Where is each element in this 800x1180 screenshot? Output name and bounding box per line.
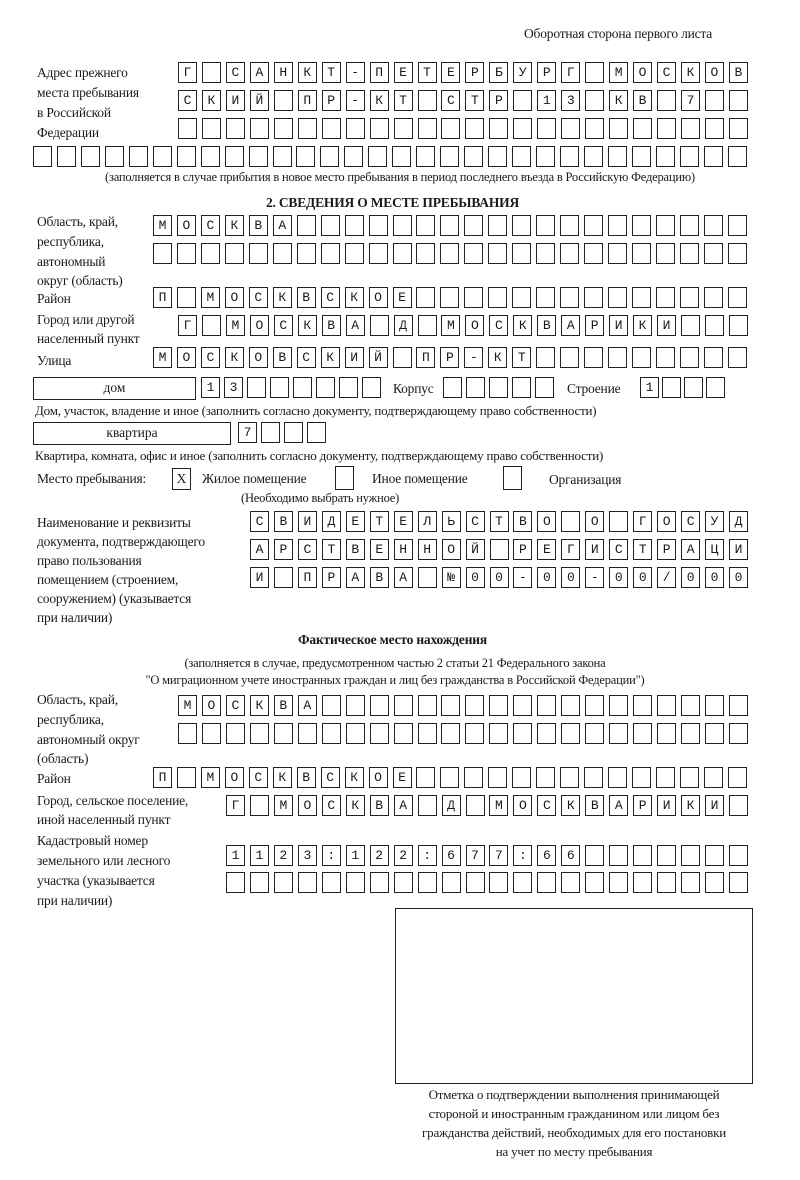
page-side-label: Оборотная сторона первого листа bbox=[524, 26, 713, 41]
letter-cell[interactable] bbox=[633, 118, 652, 139]
previous-address-label-3: в Российской bbox=[37, 105, 111, 120]
letter-cell[interactable] bbox=[362, 377, 381, 398]
city-label-1: Город или другой bbox=[37, 312, 135, 327]
letter-cell[interactable] bbox=[369, 215, 388, 236]
letter-cell[interactable] bbox=[440, 767, 459, 788]
letter-cell[interactable] bbox=[728, 215, 747, 236]
letter-cell[interactable] bbox=[322, 723, 341, 744]
letter-cell[interactable] bbox=[585, 723, 604, 744]
stay-option-residential-checkbox[interactable]: X bbox=[172, 468, 191, 490]
region-label-3: автономный bbox=[37, 254, 106, 269]
letter-cell[interactable] bbox=[153, 243, 172, 264]
row-text: Г МОСКВА Д МОСКВАРИКИ bbox=[183, 318, 687, 333]
letter-cell[interactable] bbox=[633, 845, 652, 866]
letter-cell[interactable] bbox=[177, 146, 196, 167]
letter-cell[interactable] bbox=[728, 347, 747, 368]
letter-cell[interactable] bbox=[346, 723, 365, 744]
letter-cell[interactable] bbox=[657, 845, 676, 866]
letter-cell[interactable] bbox=[466, 377, 485, 398]
letter-cell[interactable] bbox=[729, 723, 748, 744]
letter-cell[interactable] bbox=[656, 287, 675, 308]
letter-cell[interactable] bbox=[274, 872, 293, 893]
letter-cell[interactable] bbox=[561, 723, 580, 744]
stay-note: (Необходимо выбрать нужное) bbox=[241, 491, 400, 505]
letter-cell[interactable] bbox=[322, 118, 341, 139]
letter-cell[interactable] bbox=[394, 695, 413, 716]
document-label-5: сооружением) (указывается bbox=[37, 591, 192, 606]
letter-cell[interactable] bbox=[705, 695, 724, 716]
letter-cell[interactable] bbox=[250, 118, 269, 139]
letter-cell[interactable] bbox=[488, 215, 507, 236]
letter-cell[interactable] bbox=[105, 146, 124, 167]
letter-cell[interactable] bbox=[418, 118, 437, 139]
letter-cell[interactable] bbox=[609, 845, 628, 866]
letter-cell[interactable] bbox=[293, 377, 312, 398]
letter-cell[interactable] bbox=[33, 146, 52, 167]
letter-cell[interactable] bbox=[560, 767, 579, 788]
letter-cell[interactable] bbox=[513, 118, 532, 139]
letter-cell[interactable] bbox=[298, 872, 317, 893]
confirmation-caption-1: Отметка о подтверждении выполнения принимающей bbox=[428, 1087, 720, 1102]
letter-cell[interactable] bbox=[608, 215, 627, 236]
letter-cell[interactable] bbox=[632, 767, 651, 788]
letter-cell[interactable] bbox=[512, 243, 531, 264]
row-text: П МОСКВСКОЕ bbox=[158, 290, 423, 305]
cadastral-label-2: земельного или лесного bbox=[37, 853, 171, 868]
letter-cell[interactable] bbox=[442, 872, 461, 893]
letter-cell[interactable] bbox=[512, 287, 531, 308]
letter-cell[interactable] bbox=[632, 347, 651, 368]
letter-cell[interactable] bbox=[370, 723, 389, 744]
letter-cell[interactable] bbox=[512, 767, 531, 788]
letter-cell[interactable] bbox=[705, 872, 724, 893]
letter-cell[interactable] bbox=[249, 146, 268, 167]
letter-cell[interactable] bbox=[728, 767, 747, 788]
letter-cell[interactable] bbox=[345, 243, 364, 264]
letter-cell[interactable] bbox=[57, 146, 76, 167]
letter-cell[interactable] bbox=[513, 872, 532, 893]
document-label-2: документа, подтверждающего bbox=[37, 534, 205, 549]
letter-cell[interactable] bbox=[392, 146, 411, 167]
letter-cell[interactable] bbox=[632, 215, 651, 236]
letter-cell[interactable] bbox=[296, 146, 315, 167]
letter-cell[interactable] bbox=[608, 146, 627, 167]
letter-cell[interactable] bbox=[656, 347, 675, 368]
letter-cell[interactable] bbox=[370, 695, 389, 716]
row-text: 13 bbox=[206, 380, 253, 395]
letter-cell[interactable] bbox=[370, 118, 389, 139]
letter-cell[interactable] bbox=[609, 723, 628, 744]
letter-cell[interactable] bbox=[537, 872, 556, 893]
previous-address-label-1: Адрес прежнего bbox=[37, 65, 128, 80]
actual-location-title: Фактическое место нахождения bbox=[298, 632, 487, 647]
letter-cell[interactable] bbox=[488, 287, 507, 308]
letter-cell[interactable] bbox=[657, 872, 676, 893]
letter-cell[interactable] bbox=[464, 243, 483, 264]
apartment-note: Квартира, комната, офис и иное (заполнить согласно документу, подтверждающему право собственности) bbox=[35, 448, 604, 463]
letter-cell[interactable] bbox=[512, 146, 531, 167]
letter-cell[interactable] bbox=[225, 243, 244, 264]
letter-cell[interactable] bbox=[177, 243, 196, 264]
letter-cell[interactable] bbox=[681, 872, 700, 893]
letter-cell[interactable] bbox=[464, 287, 483, 308]
letter-cell[interactable] bbox=[705, 723, 724, 744]
letter-cell[interactable] bbox=[632, 243, 651, 264]
letter-cell[interactable] bbox=[464, 215, 483, 236]
letter-cell[interactable] bbox=[535, 377, 554, 398]
letter-cell[interactable] bbox=[680, 146, 699, 167]
letter-cell[interactable] bbox=[684, 377, 703, 398]
letter-cell[interactable] bbox=[609, 695, 628, 716]
letter-cell[interactable] bbox=[680, 767, 699, 788]
letter-cell[interactable] bbox=[608, 287, 627, 308]
letter-cell[interactable] bbox=[704, 146, 723, 167]
letter-cell[interactable] bbox=[394, 723, 413, 744]
letter-cell[interactable] bbox=[537, 118, 556, 139]
letter-cell[interactable] bbox=[297, 243, 316, 264]
letter-cell[interactable] bbox=[202, 118, 221, 139]
letter-cell[interactable] bbox=[704, 767, 723, 788]
house-type-field[interactable]: дом bbox=[33, 377, 196, 400]
document-label-4: помещением (строением, bbox=[37, 572, 179, 587]
letter-cell[interactable] bbox=[584, 287, 603, 308]
city-label-2: населенный пункт bbox=[37, 331, 140, 346]
row-text: МОСКВА bbox=[158, 218, 303, 233]
cadastral-label-3: участка (указывается bbox=[37, 873, 155, 888]
letter-cell[interactable] bbox=[201, 146, 220, 167]
confirmation-caption-4: на учет по месту пребывания bbox=[495, 1144, 653, 1159]
actual-city-label-2: иной населенный пункт bbox=[37, 812, 171, 827]
letter-cell[interactable] bbox=[728, 146, 747, 167]
letter-cell[interactable] bbox=[632, 287, 651, 308]
row-text: 7 bbox=[243, 425, 267, 440]
letter-cell[interactable] bbox=[416, 215, 435, 236]
building-label: Строение bbox=[567, 381, 621, 396]
house-note: Дом, участок, владение и иное (заполнить согласно документу, подтверждающему право собственности) bbox=[35, 403, 597, 418]
letter-cell[interactable] bbox=[418, 695, 437, 716]
letter-cell[interactable] bbox=[608, 767, 627, 788]
row-text: МОСКВА bbox=[183, 698, 328, 713]
letter-cell[interactable] bbox=[560, 243, 579, 264]
letter-cell[interactable] bbox=[729, 695, 748, 716]
letter-cell[interactable] bbox=[440, 215, 459, 236]
letter-cell[interactable] bbox=[585, 872, 604, 893]
letter-cell[interactable] bbox=[608, 243, 627, 264]
row-text: П МОСКВСКОЕ bbox=[158, 770, 423, 785]
document-label-3: право пользования bbox=[37, 553, 142, 568]
letter-cell[interactable] bbox=[274, 723, 293, 744]
region-label-4: округ (область) bbox=[37, 273, 123, 288]
letter-cell[interactable] bbox=[441, 118, 460, 139]
previous-address-label-4: Федерации bbox=[37, 125, 99, 140]
letter-cell[interactable] bbox=[585, 695, 604, 716]
letter-cell[interactable] bbox=[346, 118, 365, 139]
letter-cell[interactable] bbox=[464, 146, 483, 167]
letter-cell[interactable] bbox=[81, 146, 100, 167]
letter-cell[interactable] bbox=[705, 118, 724, 139]
letter-cell[interactable] bbox=[633, 872, 652, 893]
actual-region-label-4: (область) bbox=[37, 751, 89, 766]
letter-cell[interactable] bbox=[344, 146, 363, 167]
letter-cell[interactable] bbox=[465, 118, 484, 139]
letter-cell[interactable] bbox=[609, 118, 628, 139]
letter-cell[interactable] bbox=[584, 215, 603, 236]
letter-cell[interactable] bbox=[656, 215, 675, 236]
letter-cell[interactable] bbox=[488, 243, 507, 264]
cadastral-label-4: при наличии) bbox=[37, 893, 113, 908]
letter-cell[interactable] bbox=[560, 146, 579, 167]
letter-cell[interactable] bbox=[368, 146, 387, 167]
letter-cell[interactable] bbox=[393, 243, 412, 264]
letter-cell[interactable] bbox=[704, 243, 723, 264]
letter-cell[interactable] bbox=[704, 347, 723, 368]
confirmation-caption-2: стороной и иностранным гражданином или лицом без bbox=[428, 1106, 720, 1121]
section2-title: 2. СВЕДЕНИЯ О МЕСТЕ ПРЕБЫВАНИЯ bbox=[265, 195, 520, 210]
letter-cell[interactable] bbox=[729, 90, 748, 111]
letter-cell[interactable] bbox=[321, 215, 340, 236]
stay-option-residential-label: Жилое помещение bbox=[202, 471, 307, 486]
letter-cell[interactable] bbox=[249, 243, 268, 264]
letter-cell[interactable] bbox=[561, 872, 580, 893]
letter-cell[interactable] bbox=[466, 872, 485, 893]
row-text: Г МОСКВА Д МОСКВАРИКИ bbox=[231, 798, 735, 813]
letter-cell[interactable] bbox=[705, 315, 724, 336]
letter-cell[interactable] bbox=[345, 215, 364, 236]
letter-cell[interactable] bbox=[129, 146, 148, 167]
letter-cell[interactable] bbox=[250, 723, 269, 744]
letter-cell[interactable] bbox=[178, 118, 197, 139]
letter-cell[interactable] bbox=[729, 872, 748, 893]
row-text: АРСТВЕННОЙ РЕГИСТРАЦИ bbox=[255, 542, 759, 557]
letter-cell[interactable] bbox=[346, 695, 365, 716]
letter-cell[interactable] bbox=[729, 118, 748, 139]
letter-cell[interactable] bbox=[633, 723, 652, 744]
region-label-1: Область, край, bbox=[37, 214, 118, 229]
letter-cell[interactable] bbox=[560, 215, 579, 236]
letter-cell[interactable] bbox=[681, 845, 700, 866]
letter-cell[interactable] bbox=[464, 767, 483, 788]
letter-cell[interactable] bbox=[273, 146, 292, 167]
letter-cell[interactable] bbox=[394, 118, 413, 139]
letter-cell[interactable] bbox=[728, 243, 747, 264]
document-label-1: Наименование и реквизиты bbox=[37, 515, 191, 530]
letter-cell[interactable] bbox=[608, 347, 627, 368]
letter-cell[interactable] bbox=[681, 695, 700, 716]
letter-cell[interactable] bbox=[321, 243, 340, 264]
letter-cell[interactable] bbox=[632, 146, 651, 167]
letter-cell[interactable] bbox=[657, 118, 676, 139]
letter-cell[interactable] bbox=[488, 146, 507, 167]
stay-option-other-label: Иное помещение bbox=[372, 471, 468, 486]
letter-cell[interactable] bbox=[489, 695, 508, 716]
letter-cell[interactable] bbox=[584, 243, 603, 264]
stay-option-organization-label: Организация bbox=[549, 472, 622, 487]
letter-cell[interactable] bbox=[536, 215, 555, 236]
actual-region-label-1: Область, край, bbox=[37, 692, 118, 707]
letter-cell[interactable] bbox=[346, 872, 365, 893]
row-text: 1 bbox=[645, 380, 668, 395]
document-label-6: при наличии) bbox=[37, 610, 113, 625]
letter-cell[interactable] bbox=[153, 146, 172, 167]
letter-cell[interactable] bbox=[225, 146, 244, 167]
letter-cell[interactable] bbox=[489, 118, 508, 139]
letter-cell[interactable] bbox=[657, 723, 676, 744]
letter-cell[interactable] bbox=[250, 872, 269, 893]
letter-cell[interactable] bbox=[441, 695, 460, 716]
letter-cell[interactable] bbox=[680, 287, 699, 308]
letter-cell[interactable] bbox=[584, 146, 603, 167]
actual-location-note-2: "О миграционном учете иностранных граждан и лиц без гражданства в Российской Федерации") bbox=[145, 673, 645, 687]
letter-cell[interactable] bbox=[416, 243, 435, 264]
street-label: Улица bbox=[37, 353, 72, 368]
letter-cell[interactable] bbox=[561, 695, 580, 716]
letter-cell[interactable] bbox=[284, 422, 303, 443]
letter-cell[interactable] bbox=[536, 146, 555, 167]
letter-cell[interactable] bbox=[443, 377, 462, 398]
letter-cell[interactable] bbox=[561, 118, 580, 139]
letter-cell[interactable] bbox=[322, 872, 341, 893]
row-text: СКИЙ ПР-КТ СТР 13 КВ 7 bbox=[183, 93, 711, 108]
letter-cell[interactable] bbox=[320, 146, 339, 167]
letter-cell[interactable] bbox=[489, 723, 508, 744]
letter-cell[interactable] bbox=[584, 767, 603, 788]
letter-cell[interactable] bbox=[560, 287, 579, 308]
letter-cell[interactable] bbox=[274, 118, 293, 139]
letter-cell[interactable] bbox=[393, 215, 412, 236]
cadastral-label-1: Кадастровый номер bbox=[37, 833, 148, 848]
letter-cell[interactable] bbox=[656, 243, 675, 264]
letter-cell[interactable] bbox=[680, 347, 699, 368]
actual-region-label-2: республика, bbox=[37, 712, 104, 727]
letter-cell[interactable] bbox=[633, 695, 652, 716]
letter-cell[interactable] bbox=[729, 315, 748, 336]
previous-address-note: (заполняется в случае прибытия в новое место пребывания в период последнего въезда в Российскую Федерацию) bbox=[105, 170, 695, 184]
row-text: МОСКОВСКИЙ ПР-КТ bbox=[158, 350, 542, 365]
letter-cell[interactable] bbox=[537, 695, 556, 716]
letter-cell[interactable] bbox=[440, 287, 459, 308]
actual-location-note-1: (заполняется в случае, предусмотренном частью 2 статьи 21 Федерального закона bbox=[184, 656, 606, 670]
letter-cell[interactable] bbox=[270, 377, 289, 398]
letter-cell[interactable] bbox=[369, 243, 388, 264]
letter-cell[interactable] bbox=[394, 872, 413, 893]
letter-cell[interactable] bbox=[226, 872, 245, 893]
row-text: И ПРАВА №00-00-00/000 bbox=[255, 570, 759, 585]
letter-cell[interactable] bbox=[536, 767, 555, 788]
letter-cell[interactable] bbox=[226, 723, 245, 744]
region-label-2: республика, bbox=[37, 234, 104, 249]
letter-cell[interactable] bbox=[585, 118, 604, 139]
letter-cell[interactable] bbox=[465, 695, 484, 716]
confirmation-caption-3: гражданства действий, необходимых для его постановки bbox=[422, 1125, 726, 1140]
confirmation-stamp-area bbox=[395, 908, 753, 1084]
letter-cell[interactable] bbox=[681, 723, 700, 744]
letter-cell[interactable] bbox=[657, 695, 676, 716]
letter-cell[interactable] bbox=[298, 118, 317, 139]
letter-cell[interactable] bbox=[537, 723, 556, 744]
letter-cell[interactable] bbox=[440, 243, 459, 264]
letter-cell[interactable] bbox=[489, 872, 508, 893]
stay-place-label: Место пребывания: bbox=[37, 471, 147, 486]
letter-cell[interactable] bbox=[681, 118, 700, 139]
district-label: Район bbox=[37, 291, 71, 306]
previous-address-label-2: места пребывания bbox=[37, 85, 139, 100]
letter-cell[interactable] bbox=[418, 872, 437, 893]
letter-cell[interactable] bbox=[489, 377, 508, 398]
letter-cell[interactable] bbox=[316, 377, 335, 398]
letter-cell[interactable] bbox=[418, 723, 437, 744]
actual-region-label-3: автономный округ bbox=[37, 732, 140, 747]
letter-cell[interactable] bbox=[704, 287, 723, 308]
letter-cell[interactable] bbox=[298, 723, 317, 744]
letter-cell[interactable] bbox=[728, 287, 747, 308]
letter-cell[interactable] bbox=[339, 377, 358, 398]
letter-cell[interactable] bbox=[202, 723, 221, 744]
letter-cell[interactable] bbox=[609, 872, 628, 893]
letter-cell[interactable] bbox=[560, 347, 579, 368]
letter-cell[interactable] bbox=[705, 845, 724, 866]
letter-cell[interactable] bbox=[307, 422, 326, 443]
letter-cell[interactable] bbox=[704, 215, 723, 236]
letter-cell[interactable] bbox=[416, 146, 435, 167]
row-text: СВИДЕТЕЛЬСТВО О ГОСУД bbox=[255, 514, 759, 529]
letter-cell[interactable] bbox=[440, 146, 459, 167]
letter-cell[interactable] bbox=[512, 215, 531, 236]
actual-district-label: Район bbox=[37, 771, 71, 786]
letter-cell[interactable] bbox=[488, 767, 507, 788]
letter-cell[interactable] bbox=[656, 767, 675, 788]
letter-cell[interactable] bbox=[513, 723, 532, 744]
letter-cell[interactable] bbox=[273, 243, 292, 264]
letter-cell[interactable] bbox=[512, 377, 531, 398]
letter-cell[interactable] bbox=[536, 243, 555, 264]
letter-cell[interactable] bbox=[370, 872, 389, 893]
letter-cell[interactable] bbox=[656, 146, 675, 167]
letter-cell[interactable] bbox=[536, 287, 555, 308]
apartment-type-field[interactable]: квартира bbox=[33, 422, 231, 445]
actual-city-label-1: Город, сельское поселение, bbox=[37, 793, 189, 808]
letter-cell[interactable] bbox=[441, 723, 460, 744]
letter-cell[interactable] bbox=[680, 243, 699, 264]
letter-cell[interactable] bbox=[584, 347, 603, 368]
letter-cell[interactable] bbox=[226, 118, 245, 139]
stay-option-organization-checkbox[interactable] bbox=[503, 466, 522, 490]
stay-option-other-checkbox[interactable] bbox=[335, 466, 354, 490]
letter-cell[interactable] bbox=[201, 243, 220, 264]
letter-cell[interactable] bbox=[178, 723, 197, 744]
letter-cell[interactable] bbox=[465, 723, 484, 744]
letter-cell[interactable] bbox=[513, 695, 532, 716]
row-text: Г САНКТ-ПЕТЕРБУРГ МОСКОВ bbox=[183, 65, 759, 80]
letter-cell[interactable] bbox=[680, 215, 699, 236]
korpus-label: Корпус bbox=[393, 381, 434, 396]
letter-cell[interactable] bbox=[729, 845, 748, 866]
letter-cell[interactable] bbox=[706, 377, 725, 398]
cadastral-number-text: 1123:122:677:66 bbox=[231, 848, 591, 863]
